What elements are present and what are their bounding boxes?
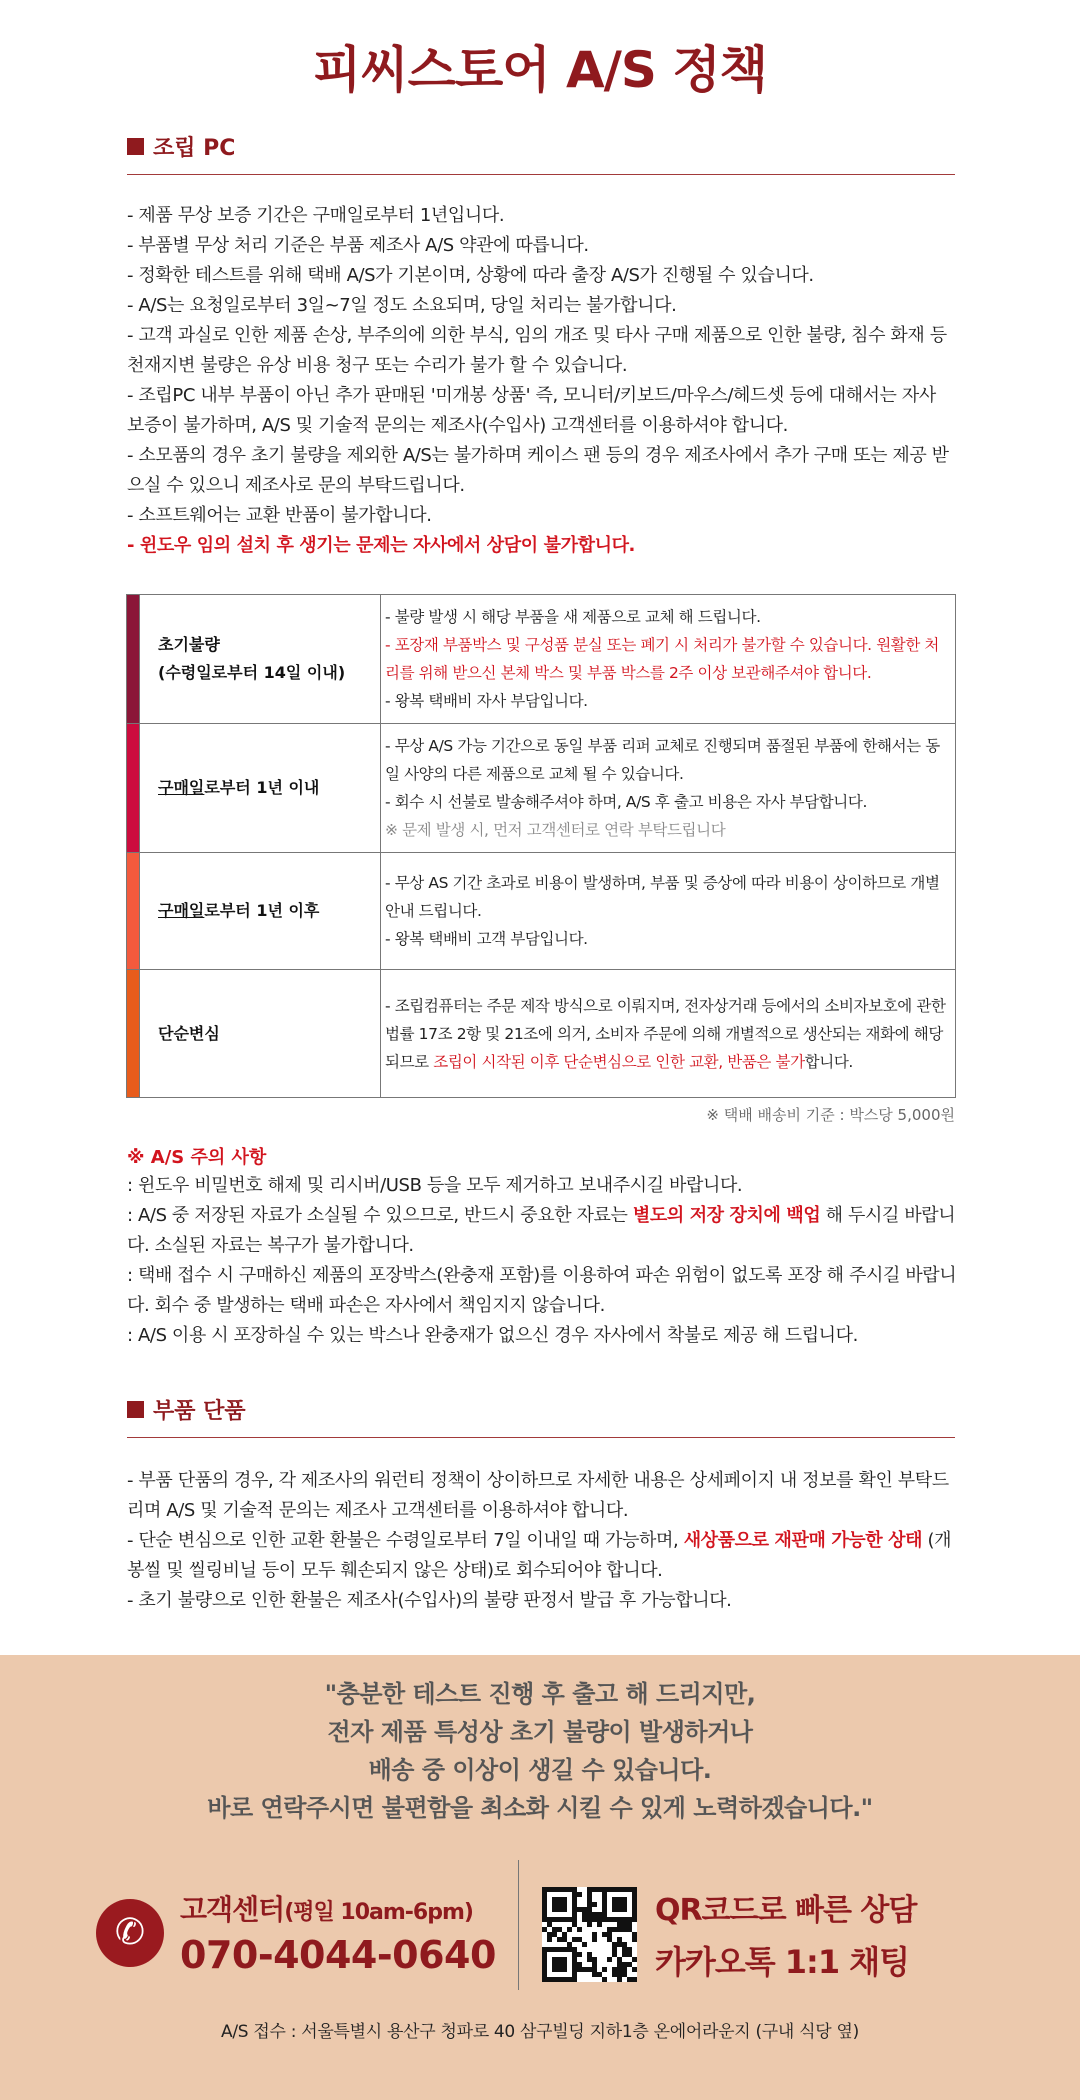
desc-line: - 왕복 택배비 자사 부담입니다. xyxy=(385,692,588,710)
policy-text-part: (개봉씰 및 씰링비닐 등이 모두 훼손되지 않은 상태)로 회수되어야 합니다. xyxy=(127,1530,952,1581)
desc-text-end: 합니다. xyxy=(804,1052,853,1071)
desc-line: - 왕복 택배비 고객 부담입니다. xyxy=(385,930,588,948)
policy-line: - 초기 불량으로 인한 환불은 제조사(수입사)의 불량 판정서 발급 후 가능합니다. xyxy=(127,1590,732,1611)
row-label: 단순변심 xyxy=(140,970,381,1098)
table-row xyxy=(127,595,956,724)
as-address: A/S 접수 : 서울특별시 용산구 청파로 40 삼구빌딩 지하1층 온에어라운지 (구내 식당 옆) xyxy=(221,2022,859,2042)
cs-hours: (평일 10am-6pm) xyxy=(284,1900,473,1925)
row-description xyxy=(381,595,956,724)
caution-line xyxy=(127,1201,957,1261)
policy-line xyxy=(127,1526,957,1586)
shipping-fee-note: ※ 택배 배송비 기준 : 박스당 5,000원 xyxy=(706,1106,955,1124)
caution-text xyxy=(127,1171,957,1351)
policy-line: - 소모품의 경우 초기 불량을 제외한 A/S는 불가하며 케이스 팬 등의 경우 제조사에서 추가 구매 또는 제공 받으실 수 있으니 제조사로 문의 부탁드립니다. xyxy=(127,445,949,496)
caution-title: ※ A/S 주의 사항 xyxy=(127,1147,267,1168)
row-description xyxy=(381,970,956,1098)
policy-line: - 조립PC 내부 부품이 아닌 추가 판매된 '미개봉 상품' 즉, 모니터/키보드/마우스/헤드셋 등에 대해서는 자사 보증이 불가하며, A/S 및 기술적 문의는 제조사(수입사) 고객센터를 이용하셔야 합니다. xyxy=(127,385,936,436)
table-row xyxy=(127,970,956,1098)
row-color-bar xyxy=(127,595,140,724)
row-label-title: 초기불량 xyxy=(158,635,220,654)
row-label-rest: 로부터 1년 이내 xyxy=(204,778,320,797)
desc-line: - 무상 AS 기간 초과로 비용이 발생하며, 부품 및 증상에 따라 비용이 상이하므로 개별 안내 드립니다. xyxy=(385,874,940,920)
footer-divider xyxy=(518,1860,519,1990)
section-heading-label: 부품 단품 xyxy=(153,1399,246,1424)
section-heading-assembled-pc xyxy=(127,128,955,175)
desc-line: - 회수 시 선불로 발송해주셔야 하며, A/S 후 출고 비용은 자사 부담합니다. xyxy=(385,793,867,811)
policy-line: - 고객 과실로 인한 제품 손상, 부주의에 의한 부식, 임의 개조 및 타사 구매 제품으로 인한 불량, 침수 화재 등 천재지변 불량은 유상 비용 청구 또는 수리가 불가 할 수 있습니다. xyxy=(127,325,947,376)
policy-text-highlight: 새상품으로 재판매 가능한 상태 xyxy=(683,1530,923,1551)
policy-line: - A/S는 요청일로부터 3일~7일 정도 소요되며, 당일 처리는 불가합니다. xyxy=(127,295,677,316)
footer-quote xyxy=(0,1675,1080,1827)
cs-label-text: 고객센터 xyxy=(180,1893,285,1926)
qr-consult-label: QR코드로 빠른 상담 xyxy=(655,1893,917,1928)
windows-warning: - 윈도우 임의 설치 후 생기는 문제는 자사에서 상담이 불가합니다. xyxy=(127,535,635,556)
desc-line: - 불량 발생 시 해당 부품을 새 제품으로 교체 해 드립니다. xyxy=(385,608,761,626)
row-color-bar xyxy=(127,970,140,1098)
section-heading-label: 조립 PC xyxy=(153,136,236,161)
square-bullet-icon xyxy=(127,1401,144,1418)
policy-line: - 부품 단품의 경우, 각 제조사의 워런티 정책이 상이하므로 자세한 내용은 상세페이지 내 정보를 확인 부탁드리며 A/S 및 기술적 문의는 제조사 고객센터를 이용하셔야 합니다. xyxy=(127,1470,949,1521)
qr-code-icon[interactable] xyxy=(542,1887,637,1982)
phone-icon: ✆ xyxy=(96,1899,164,1967)
customer-center-phone[interactable]: 070-4044-0640 xyxy=(180,1933,496,1977)
square-bullet-icon xyxy=(127,138,144,155)
desc-text: - 조립컴퓨터는 주문 제작 방식으로 이뤄지며, 전자상거래 등에서의 소비자보호에 관한 법률 17조 2항 및 21조에 의거, 소비자 주문에 의해 개별적으로 생산되는 재화에 해당되므로 xyxy=(385,996,946,1071)
kakao-chat-label: 카카오톡 1:1 채팅 xyxy=(655,1943,910,1981)
quote-line: "충분한 테스트 진행 후 출고 해 드리지만, xyxy=(324,1680,756,1708)
caution-text-part: : A/S 중 저장된 자료가 소실될 수 있으므로, 반드시 중요한 자료는 xyxy=(127,1205,628,1226)
caution-text-part: 해 두시길 바랍니다. 소실된 자료는 복구가 불가합니다. xyxy=(127,1205,956,1256)
desc-line-warning: - 포장재 부품박스 및 구성품 분실 또는 폐기 시 처리가 불가할 수 있습니다. 원활한 처리를 위해 받으신 본체 박스 및 부품 박스를 2주 이상 보관해주셔야 합니다. xyxy=(385,636,940,682)
caution-line: : A/S 이용 시 포장하실 수 있는 박스나 완충재가 없으신 경우 자사에서 착불로 제공 해 드립니다. xyxy=(127,1325,858,1346)
row-label xyxy=(140,853,381,970)
row-label xyxy=(140,724,381,853)
desc-line-note: ※ 문제 발생 시, 먼저 고객센터로 연락 부탁드립니다 xyxy=(385,821,726,839)
row-color-bar xyxy=(127,853,140,970)
quote-line: 바로 연락주시면 불편함을 최소화 시킬 수 있게 노력하겠습니다." xyxy=(207,1794,873,1822)
policy-line: - 정확한 테스트를 위해 택배 A/S가 기본이며, 상황에 따라 출장 A/S가 진행될 수 있습니다. xyxy=(127,265,814,286)
row-color-bar xyxy=(127,724,140,853)
as-conditions-table xyxy=(126,594,956,1098)
policy-line: - 제품 무상 보증 기간은 구매일로부터 1년입니다. xyxy=(127,205,505,226)
desc-text-warning: 조립이 시작된 이후 단순변심으로 인한 교환, 반품은 불가 xyxy=(433,1052,805,1071)
table-row xyxy=(127,724,956,853)
section-heading-parts xyxy=(127,1391,955,1438)
parts-policy-text xyxy=(127,1466,957,1616)
policy-line: - 소프트웨어는 교환 반품이 불가합니다. xyxy=(127,505,432,526)
policy-text-part: - 단순 변심으로 인한 교환 환불은 수령일로부터 7일 이내일 때 가능하며, xyxy=(127,1530,679,1551)
contact-footer xyxy=(0,1655,1080,2100)
caution-line: : 윈도우 비밀번호 해제 및 리시버/USB 등을 모두 제거하고 보내주시길 바랍니다. xyxy=(127,1175,743,1196)
row-label-rest: 로부터 1년 이후 xyxy=(204,901,320,920)
row-label xyxy=(140,595,381,724)
quote-line: 배송 중 이상이 생길 수 있습니다. xyxy=(368,1756,712,1784)
row-label-underlined: 구매일 xyxy=(158,778,205,797)
caution-line: : 택배 접수 시 구매하신 제품의 포장박스(완충재 포함)를 이용하여 파손 위험이 없도록 포장 해 주시길 바랍니다. 회수 중 발생하는 택배 파손은 자사에서 책임지지 않습니다. xyxy=(127,1265,957,1316)
customer-center-label xyxy=(180,1888,473,1928)
row-description xyxy=(381,853,956,970)
assembled-pc-policy-text xyxy=(127,201,957,561)
row-label-underlined: 구매일 xyxy=(158,901,205,920)
table-row xyxy=(127,853,956,970)
page-title: 피씨스토어 A/S 정책 xyxy=(313,41,767,99)
row-description xyxy=(381,724,956,853)
row-label-sub: (수령일로부터 14일 이내) xyxy=(158,663,346,682)
caution-text-highlight: 별도의 저장 장치에 백업 xyxy=(632,1205,821,1226)
quote-line: 전자 제품 특성상 초기 불량이 발생하거나 xyxy=(327,1718,753,1746)
desc-line: - 무상 A/S 가능 기간으로 동일 부품 리퍼 교체로 진행되며 품절된 부품에 한해서는 동일 사양의 다른 제품으로 교체 될 수 있습니다. xyxy=(385,737,940,783)
policy-line: - 부품별 무상 처리 기준은 부품 제조사 A/S 약관에 따릅니다. xyxy=(127,235,589,256)
